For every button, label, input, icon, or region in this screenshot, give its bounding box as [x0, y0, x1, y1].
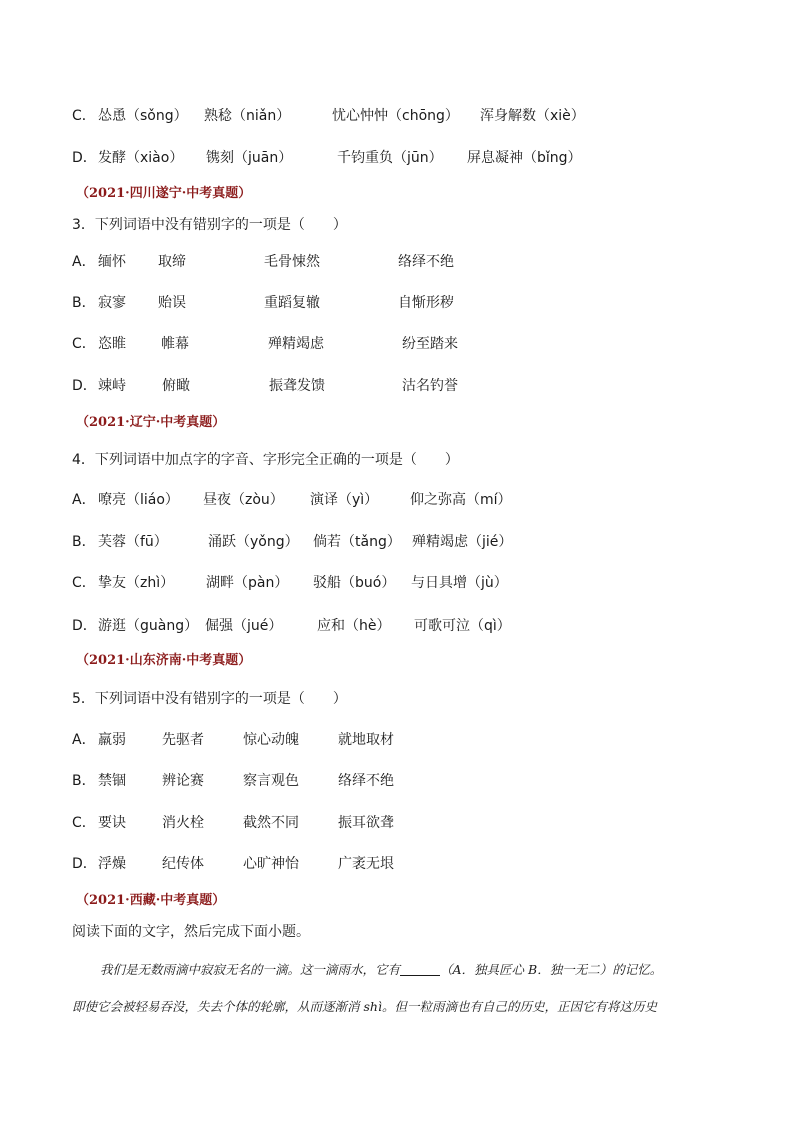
q4-option-c-item-4: 与日具增（jù） [411, 575, 508, 591]
q3-option-c-item-3: 殚精竭虑 [268, 336, 324, 352]
q4-option-c-item-2: 湖畔（pàn） [206, 575, 289, 591]
q2-option-d-item-1: 发酵（xiào） [98, 150, 184, 166]
q2-option-c-label: C． [72, 108, 96, 124]
q2-option-c-item-3: 忧心忡忡（chōng） [332, 108, 459, 124]
q4-stem: 4．下列词语中加点字的字音、字形完全正确的一项是（ ） [72, 452, 459, 468]
q4-option-a-label: A． [72, 492, 96, 508]
q3-source: （2021·四川遂宁·中考真题） [76, 186, 252, 201]
q2-option-d-label: D． [72, 150, 97, 166]
q5-option-c-label: C． [72, 815, 96, 831]
q5-stem: 5．下列词语中没有错别字的一项是（ ） [72, 691, 347, 707]
q5-option-a-label: A． [72, 732, 96, 748]
q4-option-b-label: B． [72, 534, 96, 550]
q5-option-b-item-1: 禁锢 [98, 773, 126, 789]
q3-option-d-item-1: 竦峙 [98, 378, 126, 394]
q3-option-c-item-2: 帷幕 [161, 336, 189, 352]
q3-option-a-item-2: 取缔 [158, 254, 186, 270]
q4-option-d-item-2: 倔强（jué） [205, 618, 283, 634]
q4-option-b-item-3: 倘若（tǎng） [313, 534, 401, 550]
reading-line-1-part-a: 我们是无数雨滴中寂寂无名的一滴。这一滴雨水，它有 [100, 962, 401, 977]
q2-option-c-item-2: 熟稔（niǎn） [204, 108, 291, 124]
q5-option-b-item-4: 络绎不绝 [338, 773, 394, 789]
q5-option-b-item-2: 辨论赛 [162, 773, 204, 789]
q4-option-d-item-1: 游逛（guàng） [98, 618, 199, 634]
q5-option-c-item-3: 截然不同 [243, 815, 299, 831]
q5-option-d-item-2: 纪传体 [162, 856, 204, 872]
q6-intro: 阅读下面的文字，然后完成下面小题。 [72, 924, 310, 940]
reading-paragraph-line-2: 即使它会被轻易吞没，失去个体的轮廓，从而逐渐消 shì。但一粒雨滴也有自己的历史，正因它有将这历史 [72, 999, 657, 1014]
q3-stem: 3．下列词语中没有错别字的一项是（ ） [72, 217, 347, 233]
q4-option-c-item-3: 驳船（buó） [313, 575, 396, 591]
q4-option-d-label: D． [72, 618, 97, 634]
q5-option-a-item-4: 就地取材 [338, 732, 394, 748]
q4-option-a-item-4: 仰之弥高（mí） [410, 492, 512, 508]
q3-option-b-item-2: 贻误 [158, 295, 186, 311]
q3-option-b-label: B． [72, 295, 96, 311]
q2-option-c-item-1: 怂恿（sǒng） [98, 108, 188, 124]
q5-option-d-item-1: 浮燥 [98, 856, 126, 872]
q3-option-a-item-3: 毛骨悚然 [264, 254, 320, 270]
q5-option-b-item-3: 察言观色 [243, 773, 299, 789]
q5-option-c-item-4: 振耳欲聋 [338, 815, 394, 831]
q5-option-b-label: B． [72, 773, 96, 789]
q3-option-a-label: A． [72, 254, 96, 270]
q4-source: （2021·辽宁·中考真题） [76, 415, 226, 430]
q5-option-a-item-3: 惊心动魄 [243, 732, 299, 748]
q3-option-a-item-4: 络绎不绝 [398, 254, 454, 270]
q3-option-b-item-1: 寂寥 [98, 295, 126, 311]
q6-source: （2021·西藏·中考真题） [76, 893, 226, 908]
q3-option-d-item-4: 沽名钓誉 [402, 378, 458, 394]
q4-option-d-item-4: 可歌可泣（qì） [414, 618, 511, 634]
q5-source: （2021·山东济南·中考真题） [76, 653, 252, 668]
q4-option-a-item-3: 演译（yì） [310, 492, 379, 508]
q3-option-c-item-1: 恣睢 [98, 336, 126, 352]
q4-option-a-item-2: 昼夜（zòu） [203, 492, 284, 508]
q3-option-d-item-3: 振聋发馈 [269, 378, 325, 394]
q2-option-c-item-4: 浑身解数（xiè） [480, 108, 585, 124]
q3-option-c-item-4: 纷至踏来 [402, 336, 458, 352]
q5-option-d-label: D． [72, 856, 97, 872]
q2-option-d-item-2: 镌刻（juān） [206, 150, 293, 166]
q3-option-d-label: D． [72, 378, 97, 394]
reading-paragraph-line-1 [100, 960, 662, 980]
q4-option-b-item-2: 涌跃（yǒng） [208, 534, 299, 550]
q4-option-d-item-3: 应和（hè） [317, 618, 391, 634]
q5-option-a-item-1: 羸弱 [98, 732, 126, 748]
q4-option-c-label: C． [72, 575, 96, 591]
q3-option-b-item-3: 重蹈复辙 [264, 295, 320, 311]
q3-option-c-label: C． [72, 336, 96, 352]
q3-option-d-item-2: 俯瞰 [162, 378, 190, 394]
q3-option-a-item-1: 缅怀 [98, 254, 126, 270]
q5-option-d-item-4: 广袤无垠 [338, 856, 394, 872]
q4-option-b-item-1: 芙蓉（fū） [98, 534, 168, 550]
answer-blank [400, 961, 440, 976]
q5-option-c-item-2: 消火栓 [162, 815, 204, 831]
q5-option-d-item-3: 心旷神怡 [243, 856, 299, 872]
q3-option-b-item-4: 自惭形秽 [398, 295, 454, 311]
q5-option-a-item-2: 先驱者 [162, 732, 204, 748]
q2-option-d-item-3: 千钧重负（jūn） [337, 150, 443, 166]
q4-option-a-item-1: 嘹亮（liáo） [98, 492, 179, 508]
q4-option-b-item-4: 殚精竭虑（jié） [412, 534, 513, 550]
q5-option-c-item-1: 要诀 [98, 815, 126, 831]
q4-option-c-item-1: 挚友（zhì） [98, 575, 175, 591]
q2-option-d-item-4: 屏息凝神（bǐng） [467, 150, 582, 166]
reading-line-1-part-b: （A．独具匠心 B．独一无二）的记忆。 [440, 962, 663, 977]
